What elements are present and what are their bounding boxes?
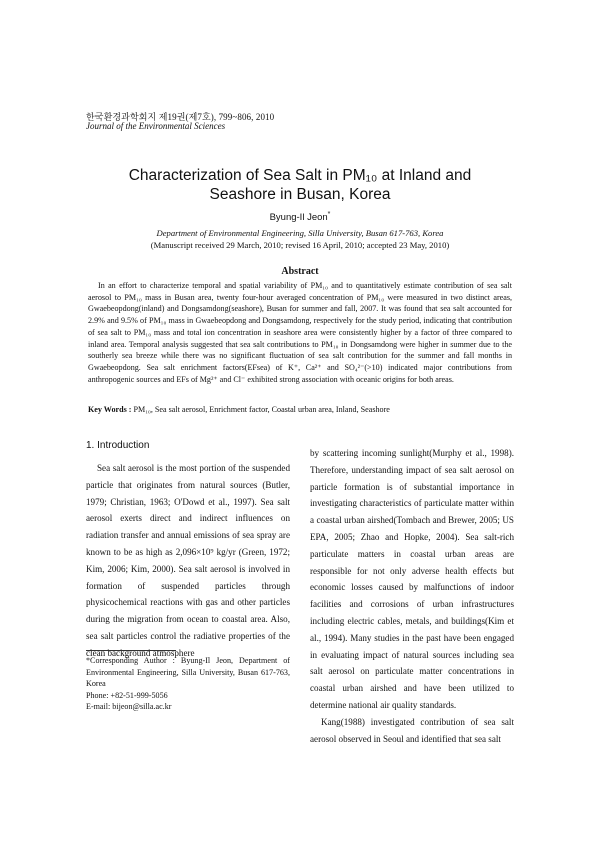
abstract-text: In an effort to characterize temporal and spatial variability of PM₁₀ and to quantitatively estimate contribution of sea salt aerosol to PM₁₀ mass in Busan area, twenty four-hour averaged concentration of PM₁₀ were measured in two distinct areas, Gwaebeopdong(inland) and Dongsamdong(seashore), Busan for summer and fall, 2007. It was found that sea salt accounted for 2.9% and 9.5% of PM₁₀ mass in Gwaebeopdong and Dongsamdong, respectively for the study period, indicating that contribution of sea salt to PM₁₀ mass and total ion concentration in seashore area were consistently higher by a factor of three compared to inland area. Temporal analysis suggested that sea salt contributions to PM₁₀ in Dongsamdong were higher in summer due to the southerly sea breeze while there was no significant fluctuation of sea salt contribution for the summer and fall months in Gwaebeopdong. Sea salt enrichment factors(EFsea) of K⁺, Ca²⁺ and SO₄²⁻(>10) indicated major contributions from anthropogenic sources and EFs of Mg²⁺ and Cl⁻ exhibited strong association with oceanic origins for both areas. [88, 281, 512, 384]
author-mark: * [327, 211, 331, 218]
journal-korean-citation: 한국환경과학회지 제19권(제7호), 799~806, 2010 [86, 112, 275, 122]
intro-paragraph-1: Sea salt aerosol is the most portion of the suspended particle that originates from natural sources (Butler, 1979; Christian, 1963; O'Dowd et al., 1997). Sea salt aerosol exerts direct and indirect influences on radiation transfer and annual emissions of sea spray are known to be as high as 2,096×10⁹ kg/yr (Green, 1972; Kim, 2006; Kim, 2000). Sea salt aerosol is involved in formation of suspended particles through physicochemical reactions with gas and other particles during the migration from ocean to coastal area. Also, sea salt particles control the radiative properties of the clean background atmosphere [86, 463, 290, 658]
footnote-phone: Phone: +82-51-999-5056 [86, 690, 168, 700]
title-line-1: Characterization of Sea Salt in PM₁₀ at Inland and [128, 167, 472, 184]
footnote-corresponding-author: *Corresponding Author : Byung-Il Jeon, Department of Environmental Engineering, Silla University, Busan 617-763, Korea [86, 656, 290, 688]
intro-paragraph-2: Kang(1988) investigated contribution of sea salt aerosol observed in Seoul and identified that sea salt [310, 716, 514, 744]
footnote-email: E-mail: bijeon@silla.ac.kr [86, 702, 172, 711]
footnote [86, 655, 290, 713]
abstract-heading: Abstract [281, 266, 319, 277]
keywords-text: PM₁₀, Sea salt aerosol, Enrichment factor, Coastal urban area, Inland, Seashore [131, 405, 390, 414]
title-line-2: Seashore in Busan, Korea [209, 186, 391, 203]
right-column [310, 445, 514, 747]
manuscript-dates: (Manuscript received 29 March, 2010; revised 16 April, 2010; accepted 23 May, 2010) [150, 240, 450, 250]
footnote-rule [86, 650, 176, 651]
journal-english-name: Journal of the Environmental Sciences [86, 121, 226, 131]
author-name: Byung-Il Jeon [269, 212, 328, 224]
intro-paragraph-1-continued: by scattering incoming sunlight(Murphy et al., 1998). Therefore, understanding impact of sea salt aerosol on particle formation is of substantial importance in investigating characteristics of particulate matter within a coastal urban airshed(Tombach and Brewer, 2005; US EPA, 2005; Zhao and Hopke, 2004). Sea salt-rich particulate matters in coastal urban areas are responsible for not only adverse health effects but economic losses caused by malfunctions of indoor facilities and corrosions of urban infrastructures including electric cables, metals, and buildings(Kim et al., 1994). Many studies in the past have been engaged in evaluating impact of natural sources including sea salt aerosol on particulate matter concentrations in coastal urban airshed and have been utilized to determine national air quality standards. [310, 448, 514, 710]
left-column [86, 460, 290, 662]
paper-title [60, 166, 540, 204]
affiliation: Department of Environmental Engineering, Silla University, Busan 617-763, Korea [156, 228, 444, 238]
keywords [88, 405, 390, 414]
author-line [0, 211, 600, 223]
keywords-label: Key Words : [88, 405, 132, 414]
section-heading-introduction: 1. Introduction [86, 440, 150, 451]
